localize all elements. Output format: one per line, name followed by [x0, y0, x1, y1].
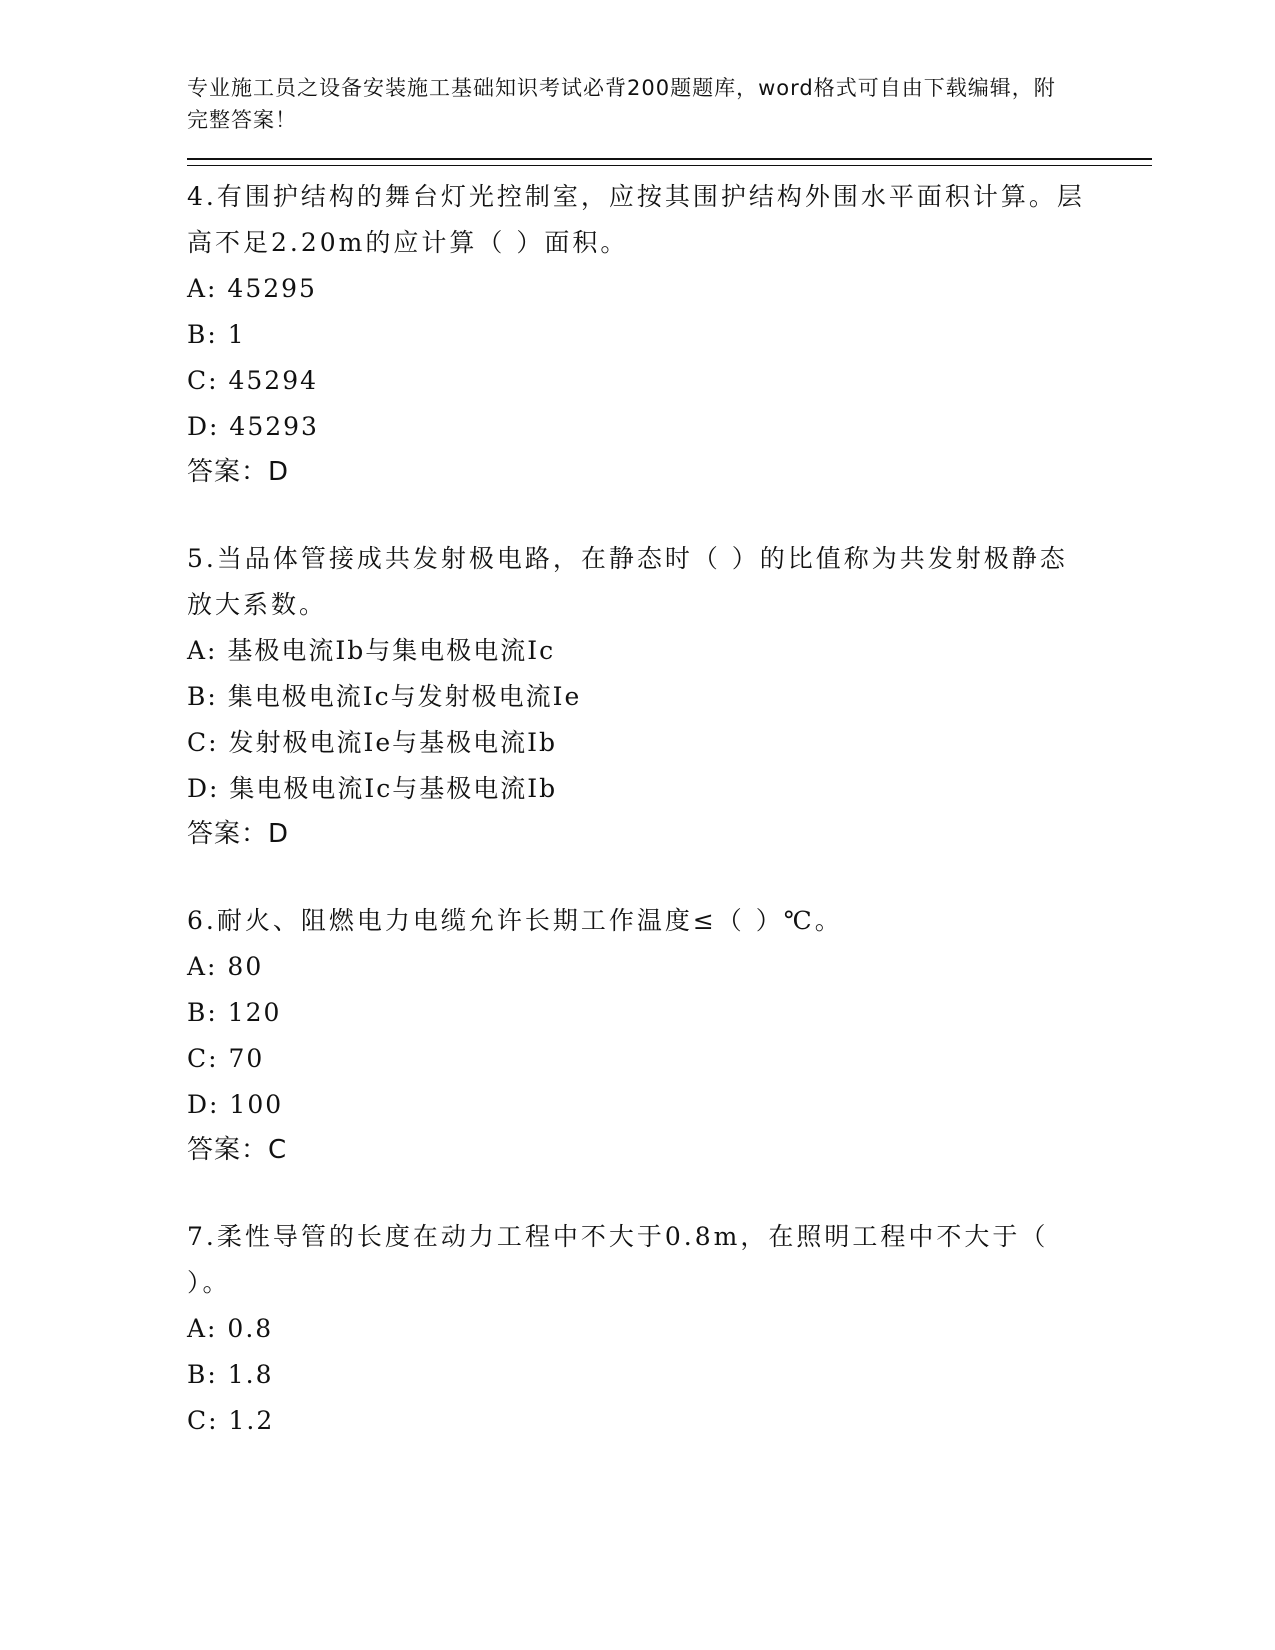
- document-header: 专业施工员之设备安装施工基础知识考试必背200题题库，word格式可自由下载编辑，附完整答案！: [187, 76, 1056, 132]
- option-b: B: 120: [187, 998, 282, 1027]
- question-item: [187, 898, 1152, 1172]
- option-c: C: 发射极电流Ie与基极电流Ib: [187, 728, 558, 757]
- answer-text: 答案：D: [187, 457, 290, 487]
- option-d: D: 45293: [187, 412, 319, 441]
- option-d: D: 100: [187, 1090, 284, 1119]
- option-d: D: 集电极电流Ic与基极电流Ib: [187, 774, 558, 803]
- question-item: [187, 536, 1152, 856]
- option-a: A: 45295: [187, 274, 317, 303]
- option-a: A: 0.8: [187, 1314, 274, 1343]
- header-divider: [187, 158, 1152, 166]
- option-a: A: 基极电流Ib与集电极电流Ic: [187, 636, 556, 665]
- option-a: A: 80: [187, 952, 264, 981]
- option-c: C: 70: [187, 1044, 265, 1073]
- document-page: [187, 72, 1152, 1486]
- answer-text: 答案：C: [187, 1135, 288, 1165]
- question-text: 7.柔性导管的长度在动力工程中不大于0.8m，在照明工程中不大于（ ）。: [187, 1222, 1049, 1297]
- question-list: [187, 174, 1152, 1444]
- option-c: C: 1.2: [187, 1406, 275, 1435]
- option-b: B: 1.8: [187, 1360, 274, 1389]
- option-b: B: 集电极电流Ic与发射极电流Ie: [187, 682, 582, 711]
- option-b: B: 1: [187, 320, 246, 349]
- answer-text: 答案：D: [187, 819, 290, 849]
- question-text: 5.当品体管接成共发射极电路，在静态时（ ）的比值称为共发射极静态放大系数。: [187, 544, 1068, 619]
- question-text: 6.耐火、阻燃电力电缆允许长期工作温度≤（ ）℃。: [187, 906, 843, 935]
- question-text: 4.有围护结构的舞台灯光控制室，应按其围护结构外围水平面积计算。层高不足2.20m的应计算（ ）面积。: [187, 182, 1085, 257]
- question-item: [187, 1214, 1152, 1444]
- question-item: [187, 174, 1152, 494]
- option-c: C: 45294: [187, 366, 319, 395]
